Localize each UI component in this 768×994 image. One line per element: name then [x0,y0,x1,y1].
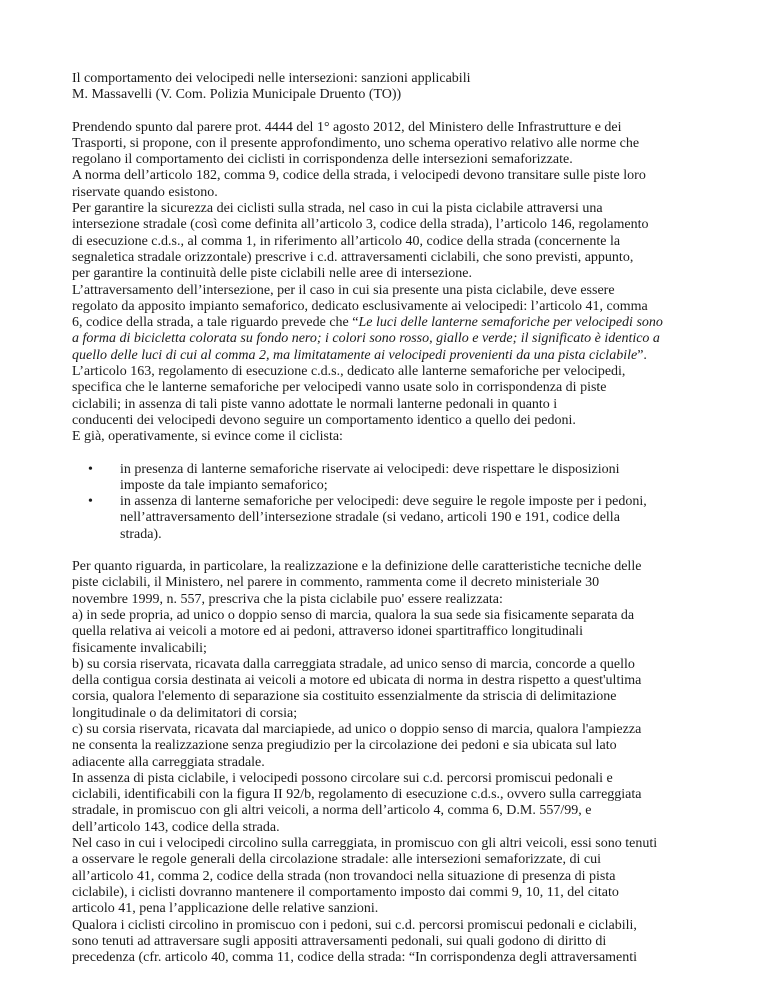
text-line: Per garantire la sicurezza dei ciclisti sulla strada, nel caso in cui la pista ciclabile attraversi una [72,201,603,217]
text-line: conducenti dei velocipedi devono seguire un comportamento identico a quello dei pedoni. [72,412,576,428]
text-line: all’articolo 41, comma 2, codice della strada (non trovandoci nella situazione di presenza di pista [72,868,616,884]
text-line: c) su corsia riservata, ricavata dal marciapiede, ad unico o doppio senso di marcia, qualora l'ampiezza [72,721,642,737]
text-line: corsia, qualora l'elemento di separazione sia costituito essenzialmente da striscia di delimitazione [72,689,617,705]
text-line: specifica che le lanterne semaforiche per velocipedi vanno usate solo in corrispondenza di piste [72,380,607,396]
list-item-line: strada). [120,526,162,542]
text-line: quella relativa ai veicoli a motore ed ai pedoni, attraverso idonei spartitraffico longitudinali [72,624,583,640]
bullet-icon: • [88,461,93,477]
text-line: Qualora i ciclisti circolino in promiscuo con i pedoni, sui c.d. percorsi promiscui pedonali e ciclabili, [72,917,637,933]
text-line: riservate quando esistono. [72,184,218,200]
bullet-list [72,462,712,543]
quoted-text: quello delle luci di cui al comma 2, ma limitatamente ai velocipedi provenienti da una pista ciclabile [72,347,638,363]
text-line: a) in sede propria, ad unico o doppio senso di marcia, qualora la sua sede sia fisicamente separata da [72,607,635,623]
list-item-line: in assenza di lanterne semaforiche per velocipedi: deve seguire le regole imposte per i pedoni, [120,494,647,510]
text-span: 6, codice della strada, a tale riguardo prevede che “ [72,315,359,331]
text-line: regolano il comportamento dei ciclisti in corrispondenza delle intersezioni semaforizzate. [72,152,573,168]
bullet-icon: • [88,494,93,510]
list-item-line: in presenza di lanterne semaforiche riservate ai velocipedi: deve rispettare le disposizioni [120,461,620,477]
text-line: adiacente alla carreggiata stradale. [72,754,265,770]
text-line: longitudinale o da delimitatori di corsia; [72,705,298,721]
text-line: di esecuzione c.d.s., al comma 1, in riferimento all’articolo 40, codice della strada (concernente la [72,233,621,249]
title-line: M. Massavelli (V. Com. Polizia Municipale Druento (TO)) [72,87,402,103]
text-line: ciclabili, identificabili con la figura II 92/b, regolamento di esecuzione c.d.s., ovvero sulla carreggiata [72,787,642,803]
list-item [72,494,712,543]
text-line: b) su corsia riservata, ricavata dalla carreggiata stradale, ad unico senso di marcia, concorde a quello [72,656,635,672]
document-title [72,71,712,104]
text-line: ciclabili; in assenza di tali piste vanno adottate le normali lanterne pedonali in quanto i [72,396,558,412]
text-line: ciclabile), i ciclisti dovranno mantenere il comportamento imposto dai commi 9, 10, 11, del citato [72,884,619,900]
text-line: Trasporti, si propone, con il presente approfondimento, uno schema operativo relativo alle norme che [72,135,640,151]
text-line: In assenza di pista ciclabile, i velocipedi possono circolare sui c.d. percorsi promiscui pedonali e [72,770,613,786]
text-line: fisicamente invalicabili; [72,640,207,656]
text-line: a osservare le regole generali della circolazione stradale: alle intersezioni semaforizzate, di cui [72,852,602,868]
text-line: L’attraversamento dell’intersezione, per il caso in cui sia presente una pista ciclabile, deve essere [72,282,615,298]
text-line: Per quanto riguarda, in particolare, la realizzazione e la definizione delle caratteristiche tecniche delle [72,559,642,575]
text-line: articolo 41, pena l’applicazione delle relative sanzioni. [72,901,379,917]
list-item-line: nell’attraversamento dell’intersezione stradale (si vedano, articoli 190 e 191, codice della [120,510,620,526]
text-line: dell’articolo 143, codice della strada. [72,819,280,835]
quoted-text: a forma di bicicletta colorata su fondo nero; i colori sono rosso, giallo e verde; il significato è identico a [72,331,660,347]
text-line: Prendendo spunto dal parere prot. 4444 del 1° agosto 2012, del Ministero delle Infrastrutture e dei [72,119,622,135]
list-item-line: imposte da tale impianto semaforico; [120,477,328,493]
text-line: novembre 1999, n. 557, prescriva che la pista ciclabile puo' essere realizzata: [72,591,503,607]
text-line: A norma dell’articolo 182, comma 9, codice della strada, i velocipedi devono transitare sulle piste loro [72,168,646,184]
text-line: regolato da apposito impianto semaforico, dedicato esclusivamente ai velocipedi: l’articolo 41, comma [72,298,648,314]
text-line [72,348,712,364]
text-line: L’articolo 163, regolamento di esecuzione c.d.s., dedicato alle lanterne semaforiche per velocipedi, [72,364,626,380]
text-line: segnaletica stradale orizzontale) prescrive i c.d. attraversamenti ciclabili, che sono previsti, appunto, [72,249,634,265]
document-page [72,71,712,982]
title-line: Il comportamento dei velocipedi nelle intersezioni: sanzioni applicabili [72,71,471,86]
quoted-text: Le luci delle lanterne semaforiche per velocipedi sono [358,315,663,331]
paragraph-intro [72,120,712,446]
text-line: per garantire la continuità delle piste ciclabili nelle aree di intersezione. [72,266,472,282]
text-line [72,315,712,331]
text-line: piste ciclabili, il Ministero, nel parere in commento, rammenta come il decreto ministeriale 30 [72,575,600,591]
text-line: stradale, in promiscuo con gli altri veicoli, a norma dell’articolo 4, comma 6, D.M. 557/99, e [72,803,592,819]
text-line: E già, operativamente, si evince come il ciclista: [72,429,343,445]
text-line: ne consenta la realizzazione senza pregiudizio per la circolazione dei pedoni e sia ubicata sul lato [72,738,617,754]
text-line: della contigua corsia destinata ai veicoli a motore ed ubicata di norma in destra rispetto a quest'ultima [72,673,642,689]
list-item [72,462,712,495]
text-span: ”. [637,347,647,363]
paragraph-bike-lanes [72,559,712,966]
text-line: Nel caso in cui i velocipedi circolino sulla carreggiata, in promiscuo con gli altri veicoli, essi sono tenuti [72,836,658,852]
text-line [72,331,712,347]
text-line: precedenza (cfr. articolo 40, comma 11, codice della strada: “In corrispondenza degli attraversamenti [72,950,638,966]
text-line: intersezione stradale (così come definita all’articolo 3, codice della strada), l’articolo 146, regolamento [72,217,649,233]
text-line: sono tenuti ad attraversare sugli appositi attraversamenti pedonali, sui quali godono di diritto di [72,933,607,949]
